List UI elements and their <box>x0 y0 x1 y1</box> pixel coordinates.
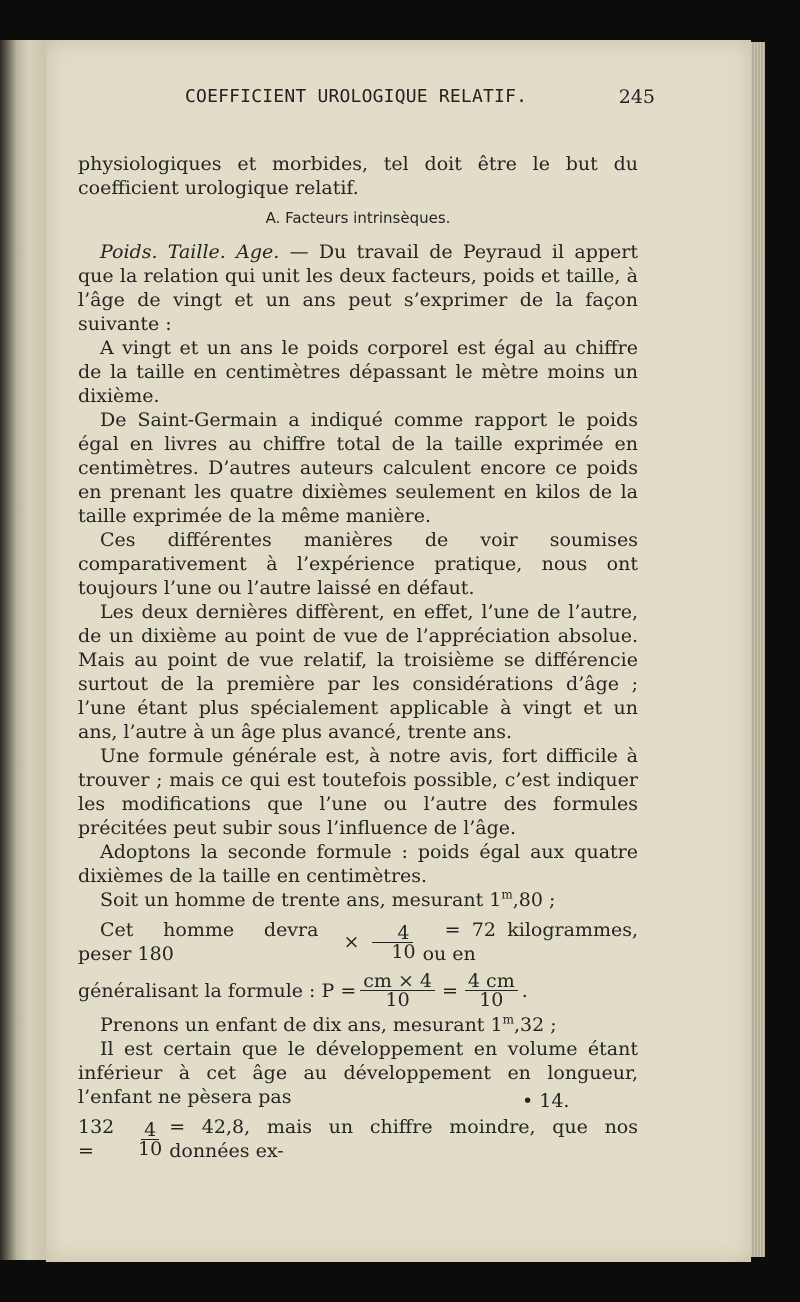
equation-child-pre: 132 = <box>78 1116 115 1162</box>
fraction-numerator: 4 <box>372 924 412 943</box>
fraction-denominator: 10 <box>479 989 504 1011</box>
paragraph-1-lead: Poids. Taille. Age. <box>100 241 280 263</box>
fraction-denominator: 10 <box>138 1137 163 1160</box>
period: . <box>521 979 528 1002</box>
multiply-sign: × <box>343 931 360 953</box>
paragraph-4: Ces différentes manières de voir soumises comparativement à l’expérience pratique, nous ont toujours l’une ou l’autre laissé en défaut. <box>78 529 638 599</box>
fraction-denominator: 10 <box>391 940 416 963</box>
paragraph-3: De Saint-Germain a indiqué comme rapport le poids égal en livres au chiffre total de la taille exprimée en centimètres. D’autres auteurs calculent encore ce poids en prenant les quatre dixièmes seulement en kilos de la taille exprimée de la même manière. <box>78 409 638 527</box>
page-number: 245 <box>618 86 655 108</box>
book-binding-edge <box>0 40 48 1260</box>
paragraph-1 <box>78 240 638 336</box>
fraction-4cm-10 <box>465 972 518 1009</box>
paragraph-8 <box>78 888 638 912</box>
paragraph-0: physiologiques et morbides, tel doit être le but du coefficient urologique relatif. <box>78 153 638 199</box>
signature-mark: • 14. <box>522 1090 570 1112</box>
equation-child <box>78 1115 638 1163</box>
paragraph-6: Une formule générale est, à notre avis, fort difficile à trouver ; mais ce qui est toutefois possible, c’est indiquer les modifications que l’une ou l’autre des formules précitées peut subir sous l’influence de l’âge. <box>78 745 638 839</box>
fraction-numerator: 4 cm <box>465 972 518 991</box>
fraction-denominator: 10 <box>385 989 410 1011</box>
section-subhead: A. Facteurs intrinsèques. <box>265 209 451 227</box>
fraction-numerator: 4 <box>141 1121 159 1140</box>
paragraph-7: Adoptons la seconde formule : poids égal aux quatre dixièmes de la taille en centimètres. <box>78 841 638 887</box>
equation-general-pre: généralisant la formule : P = <box>78 979 357 1002</box>
running-header <box>140 86 655 112</box>
paragraph-12: Il est certain que le développement en volume étant inférieur à cet âge au développement en longueur, l’enfant ne pèsera pas <box>78 1038 638 1108</box>
paragraph-8-sup: m <box>501 887 513 902</box>
equation-general <box>78 972 638 1009</box>
paragraph-2: A vingt et un ans le poids corporel est égal au chiffre de la taille en centimètres dépassant le mètre moins un dixième. <box>78 337 638 407</box>
paragraph-11-post: ,32 ; <box>513 1014 557 1036</box>
equation-weight-post: = 72 kilogrammes, ou en <box>422 919 638 965</box>
fraction-numerator: cm × 4 <box>360 972 435 991</box>
paragraph-8-post: ,80 ; <box>512 889 556 911</box>
fraction-cm-4-10 <box>360 972 435 1009</box>
paragraph-11 <box>78 1013 638 1037</box>
paragraph-11-pre: Prenons un enfant de dix ans, mesurant 1 <box>100 1014 503 1036</box>
paragraph-11-sup: m <box>502 1012 514 1027</box>
running-title: COEFFICIENT UROLOGIQUE RELATIF. <box>185 86 528 107</box>
equation-weight <box>78 918 638 966</box>
paragraph-8-pre: Soit un homme de trente ans, mesurant 1 <box>100 889 502 911</box>
equation-child-post: = 42,8, mais un chiffre moindre, que nos données ex- <box>169 1116 638 1162</box>
equals-sign: = <box>442 979 458 1002</box>
page-body <box>78 152 638 1167</box>
equation-weight-pre: Cet homme devra peser 180 <box>78 919 319 965</box>
fraction-4-10-child <box>135 1118 165 1160</box>
paragraph-1-text: — Du travail de Peyraud il appert que la relation qui unit les deux facteurs, poids et taille, à l’âge de vingt et un ans peut s’exprimer de la façon suivante : <box>78 241 638 335</box>
paragraph-5: Les deux dernières diffèrent, en effet, l’une de l’autre, de un dixième au point de vue de l’appréciation absolue. Mais au point de vue relatif, la troisième se différencie surtout de la première par les considérations d’âge ; l’une étant plus spécialement applicable à vingt et un ans, l’autre à un âge plus avancé, trente ans. <box>78 601 638 743</box>
fraction-4-10 <box>366 921 418 963</box>
